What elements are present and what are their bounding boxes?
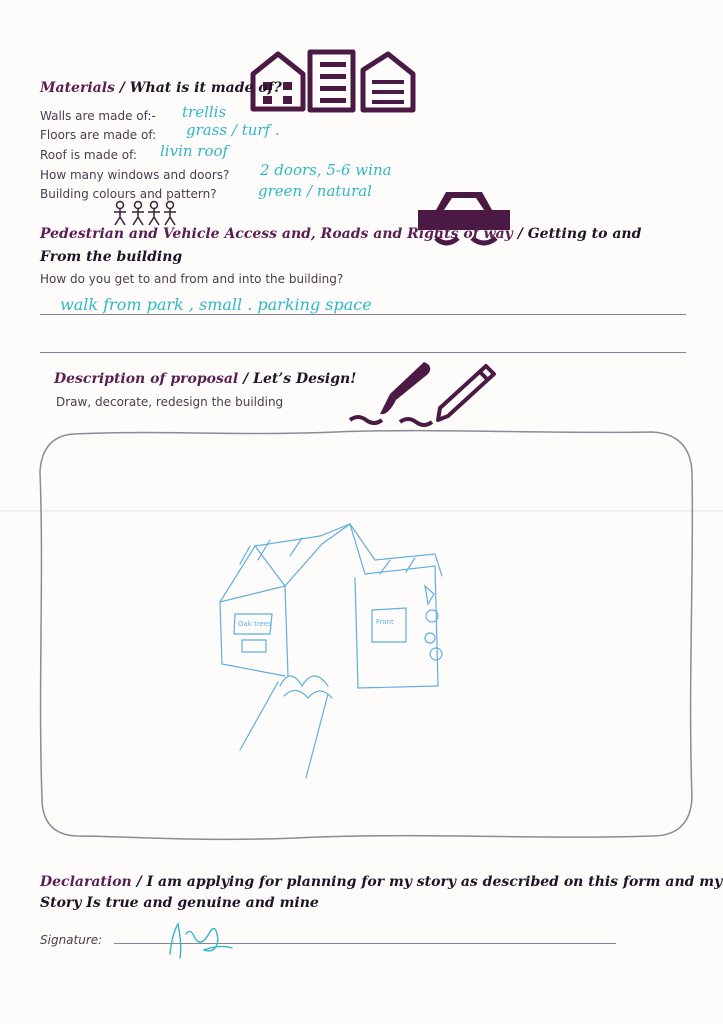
access-prompt: How do you get to and from and into the building? [40,272,344,286]
floors-answer: grass / turf . [186,121,280,139]
declaration-text-line1: I am applying for planning for my story as described on this form and my [146,874,723,890]
access-answer: walk from park , small . parking space [60,295,372,314]
declaration-heading: Declaration / I am applying for planning for my story as described on this form and my [40,874,723,890]
house-sketch [210,516,470,782]
design-instruction: Draw, decorate, redesign the building [56,395,284,409]
access-heading-bold: Pedestrian and Vehicle Access and, Roads and Rights of way [40,226,513,242]
access-answer-line-1 [40,314,686,315]
materials-heading-rest: What is it made of? [129,80,282,96]
signature-scribble [160,914,240,964]
windows-answer: 2 doors, 5-6 wina [260,161,392,179]
declaration-heading-bold: Declaration [40,874,132,890]
access-heading-line2: From the building [40,249,183,265]
design-heading-bold: Description of proposal [54,371,239,387]
colours-answer: green / natural [258,182,372,200]
declaration-text-line2: Story Is true and genuine and mine [40,895,319,911]
roof-prompt: Roof is made of: [40,148,137,162]
roof-answer: livin roof [160,142,229,160]
access-heading-rest: Getting to and [527,226,642,242]
access-heading: Pedestrian and Vehicle Access and, Roads and Rights of way / Getting to and [40,226,642,242]
windows-prompt: How many windows and doors? [40,168,230,182]
car-icon [414,186,514,256]
colours-prompt: Building colours and pattern? [40,187,217,201]
access-answer-line-2 [40,352,686,353]
walls-prompt: Walls are made of:- [40,109,156,123]
design-heading-rest: Let’s Design! [253,371,357,387]
materials-heading-bold: Materials [40,80,115,96]
floors-prompt: Floors are made of: [40,128,157,142]
design-heading: Description of proposal / Let’s Design! [54,371,357,387]
walls-answer: trellis [182,103,227,121]
sketch-label-right: Front [376,618,394,626]
pencil-icon [432,362,498,422]
sketch-label-left: Oak trees [238,620,272,628]
paintbrush-icon [344,360,444,432]
signature-label: Signature: [40,933,103,947]
materials-heading: Materials / What is it made of? [40,80,282,96]
people-icon [112,200,178,226]
